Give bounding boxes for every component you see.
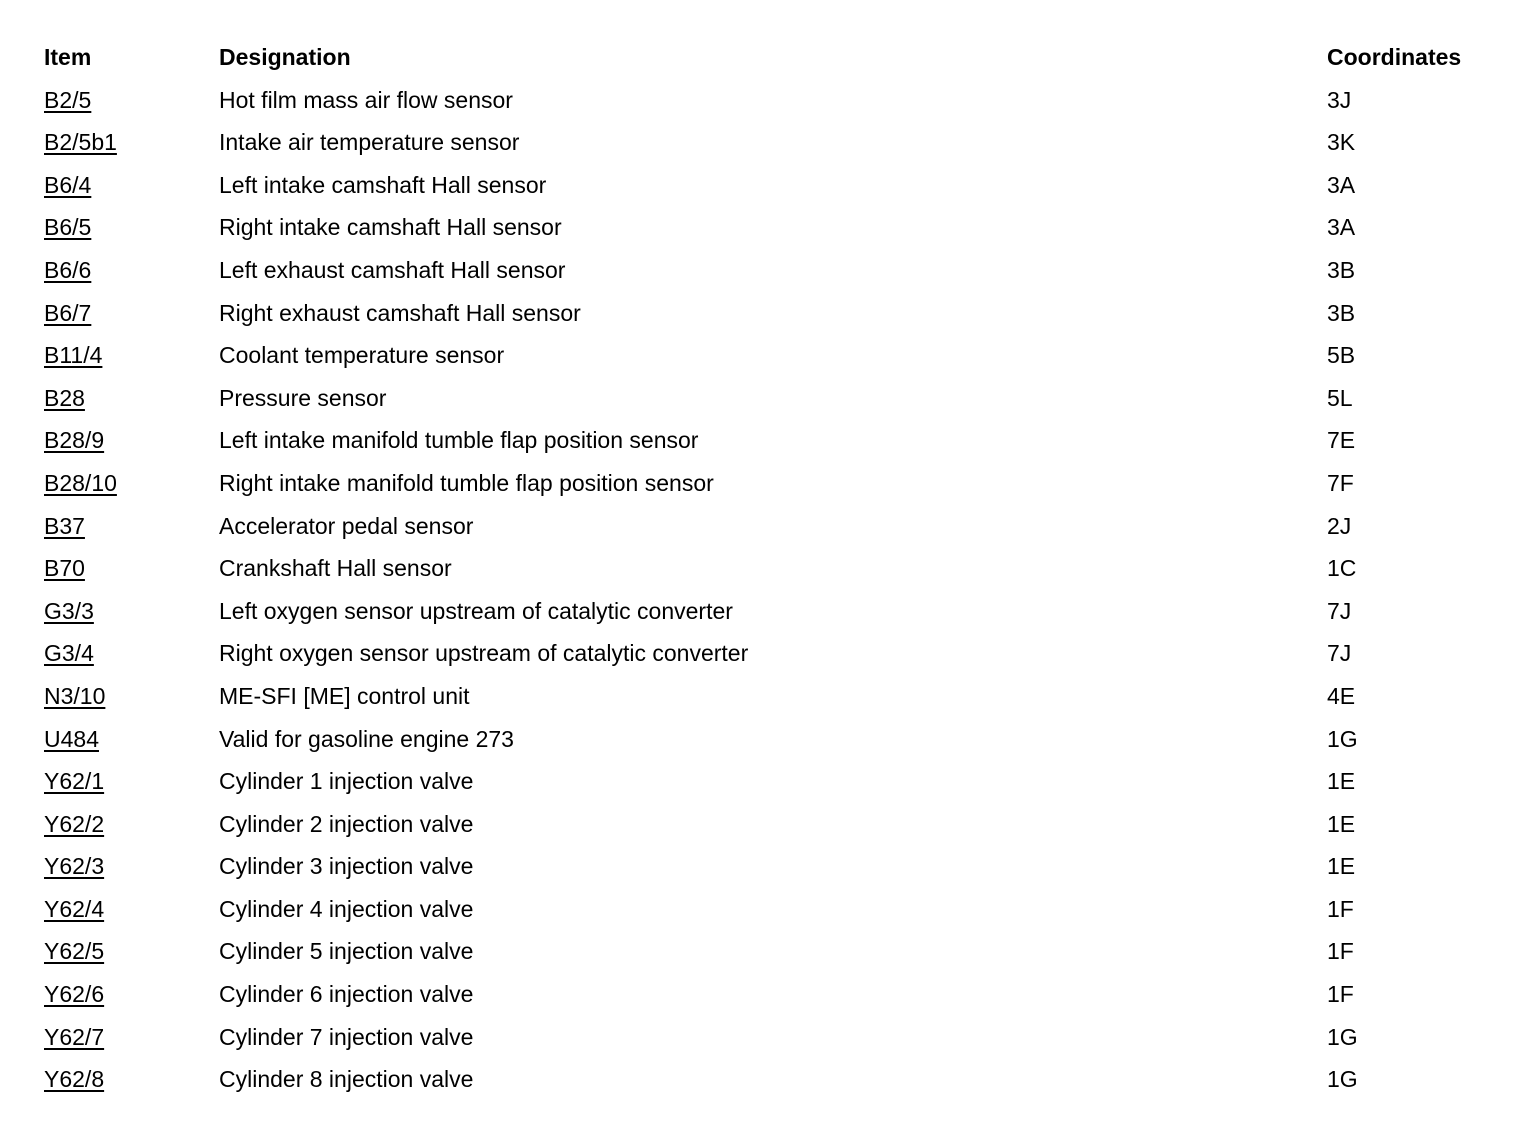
table-row — [44, 930, 1484, 973]
table-row — [44, 590, 1484, 633]
designation-text: Cylinder 4 injection valve — [219, 895, 474, 922]
designation-text: Cylinder 8 injection valve — [219, 1066, 474, 1093]
coordinates-text: 3K — [1327, 129, 1356, 156]
table-row — [44, 760, 1484, 803]
coordinates-text: 7J — [1327, 640, 1352, 667]
item-link[interactable]: B28 — [44, 384, 85, 411]
item-link[interactable]: B70 — [44, 555, 85, 582]
item-link[interactable]: B6/6 — [44, 256, 92, 283]
item-link[interactable]: Y62/5 — [44, 938, 105, 965]
item-link[interactable]: B28/9 — [44, 427, 105, 454]
table-row — [44, 121, 1484, 164]
item-link[interactable]: B28/10 — [44, 469, 117, 496]
item-link[interactable]: B2/5b1 — [44, 129, 117, 156]
designation-text: Cylinder 5 injection valve — [219, 938, 474, 965]
table-row — [44, 675, 1484, 718]
item-link[interactable]: B11/4 — [44, 342, 103, 369]
coordinates-text: 1E — [1327, 853, 1356, 880]
designation-text: Hot film mass air flow sensor — [219, 86, 513, 113]
item-link[interactable]: Y62/3 — [44, 853, 105, 880]
item-link[interactable]: Y62/7 — [44, 1023, 105, 1050]
designation-text: Cylinder 7 injection valve — [219, 1023, 474, 1050]
item-link[interactable]: G3/4 — [44, 640, 94, 667]
item-link[interactable]: B6/7 — [44, 299, 92, 326]
coordinates-text: 1G — [1327, 1023, 1358, 1050]
table-row — [44, 1016, 1484, 1059]
item-link[interactable]: Y62/4 — [44, 895, 105, 922]
table-body — [44, 79, 1484, 1101]
coordinates-text: 1F — [1327, 981, 1354, 1008]
table-row — [44, 973, 1484, 1016]
table-row — [44, 505, 1484, 548]
item-link[interactable]: B2/5 — [44, 86, 92, 113]
designation-text: Right intake camshaft Hall sensor — [219, 214, 562, 241]
coordinates-text: 1E — [1327, 810, 1356, 837]
coordinates-text: 7E — [1327, 427, 1356, 454]
item-link[interactable]: N3/10 — [44, 682, 106, 709]
item-link[interactable]: Y62/8 — [44, 1066, 105, 1093]
designation-text: Left intake manifold tumble flap position sensor — [219, 427, 699, 454]
designation-text: Accelerator pedal sensor — [219, 512, 474, 539]
item-link[interactable]: Y62/2 — [44, 810, 105, 837]
table-row — [44, 1058, 1484, 1101]
coordinates-text: 2J — [1327, 512, 1352, 539]
coordinates-text: 7F — [1327, 469, 1354, 496]
coordinates-text: 3A — [1327, 171, 1356, 198]
designation-text: Cylinder 2 injection valve — [219, 810, 474, 837]
table-row — [44, 718, 1484, 761]
designation-text: ME-SFI [ME] control unit — [219, 682, 470, 709]
item-link[interactable]: B6/5 — [44, 214, 92, 241]
designation-text: Cylinder 1 injection valve — [219, 768, 474, 795]
table-row — [44, 547, 1484, 590]
table-row — [44, 249, 1484, 292]
table-row — [44, 292, 1484, 335]
coordinates-text: 1G — [1327, 725, 1358, 752]
item-link[interactable]: Y62/1 — [44, 768, 105, 795]
designation-text: Valid for gasoline engine 273 — [219, 725, 514, 752]
header-coordinates: Coordinates — [1327, 44, 1462, 70]
coordinates-text: 7J — [1327, 597, 1352, 624]
item-link[interactable]: G3/3 — [44, 597, 94, 624]
table-row — [44, 419, 1484, 462]
coordinates-text: 3J — [1327, 86, 1352, 113]
header-item: Item — [44, 44, 92, 70]
table-header-row — [44, 36, 1484, 79]
item-link[interactable]: B6/4 — [44, 171, 92, 198]
coordinates-text: 3B — [1327, 299, 1356, 326]
table-row — [44, 79, 1484, 122]
coordinates-text: 1G — [1327, 1066, 1358, 1093]
coordinates-text: 3A — [1327, 214, 1356, 241]
designation-text: Left oxygen sensor upstream of catalytic converter — [219, 597, 733, 624]
coordinates-text: 1E — [1327, 768, 1356, 795]
coordinates-text: 5L — [1327, 384, 1353, 411]
designation-text: Intake air temperature sensor — [219, 129, 520, 156]
designation-text: Cylinder 3 injection valve — [219, 853, 474, 880]
header-designation: Designation — [219, 44, 351, 70]
designation-text: Cylinder 6 injection valve — [219, 981, 474, 1008]
item-link[interactable]: U484 — [44, 725, 99, 752]
table-row — [44, 164, 1484, 207]
table-row — [44, 206, 1484, 249]
designation-text: Right oxygen sensor upstream of catalytic converter — [219, 640, 749, 667]
table-row — [44, 462, 1484, 505]
coordinates-text: 5B — [1327, 342, 1356, 369]
table-row — [44, 803, 1484, 846]
designation-text: Right intake manifold tumble flap position sensor — [219, 469, 714, 496]
component-legend-table — [44, 36, 1484, 1101]
item-link[interactable]: Y62/6 — [44, 981, 105, 1008]
designation-text: Coolant temperature sensor — [219, 342, 505, 369]
designation-text: Left exhaust camshaft Hall sensor — [219, 256, 566, 283]
designation-text: Pressure sensor — [219, 384, 387, 411]
designation-text: Left intake camshaft Hall sensor — [219, 171, 547, 198]
designation-text: Crankshaft Hall sensor — [219, 555, 452, 582]
table-row — [44, 334, 1484, 377]
table-row — [44, 632, 1484, 675]
coordinates-text: 1F — [1327, 938, 1354, 965]
table-row — [44, 377, 1484, 420]
coordinates-text: 1F — [1327, 895, 1354, 922]
table-row — [44, 888, 1484, 931]
item-link[interactable]: B37 — [44, 512, 85, 539]
table-row — [44, 845, 1484, 888]
coordinates-text: 3B — [1327, 256, 1356, 283]
designation-text: Right exhaust camshaft Hall sensor — [219, 299, 581, 326]
coordinates-text: 1C — [1327, 555, 1357, 582]
coordinates-text: 4E — [1327, 682, 1356, 709]
